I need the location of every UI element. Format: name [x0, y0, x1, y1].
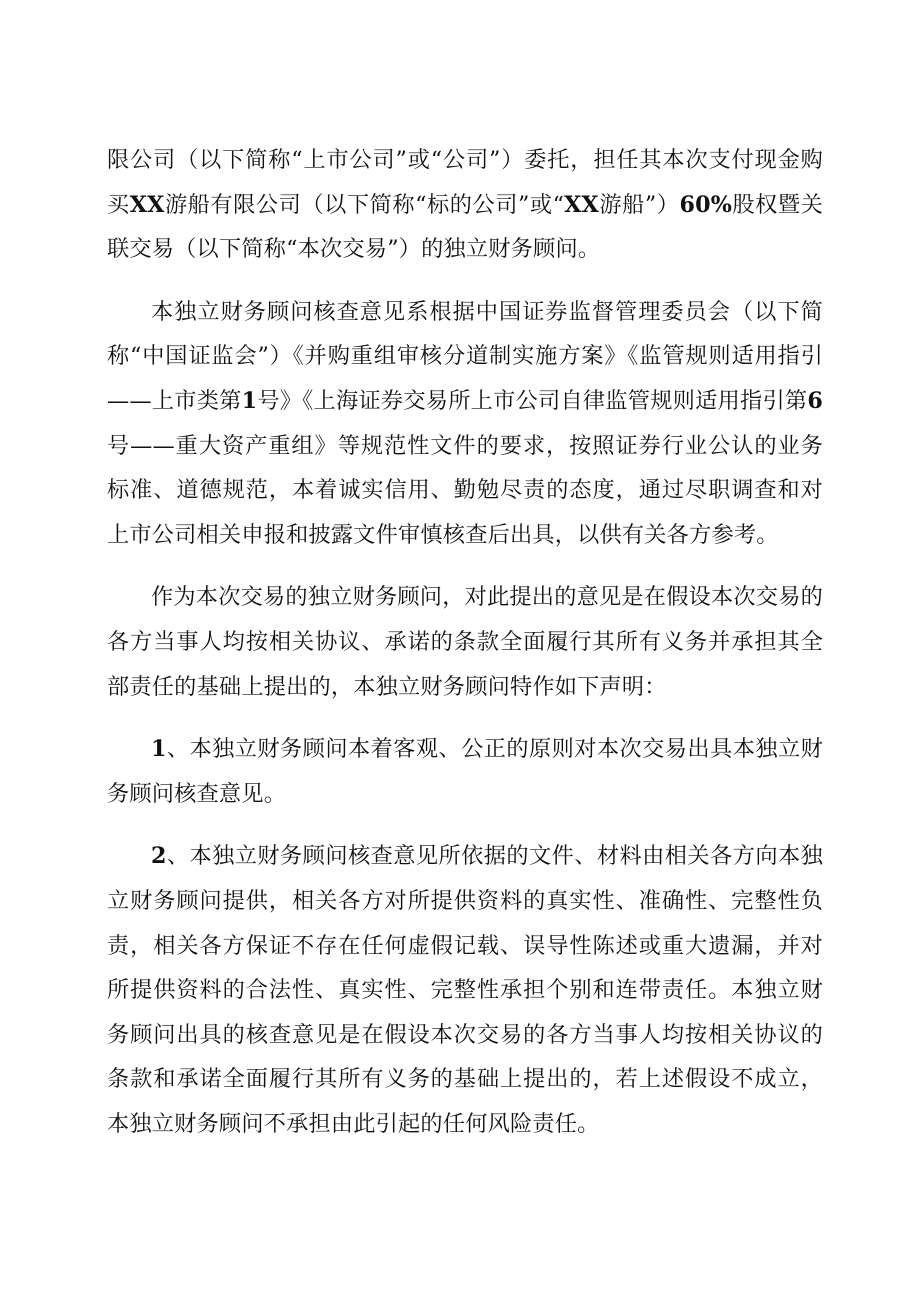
- text-span: 本独立财务顾问核查意见系根据中国证券监督管理委员会（以下简称“中国证监会”）《并购重组审核分道制实施方案》《监管规则适用指引——上市类第: [107, 298, 823, 414]
- paragraph-declaration-item-1: [107, 727, 823, 816]
- bold-text-span: XX: [129, 191, 165, 218]
- text-span: 游船有限公司（以下简称“标的公司”或“: [164, 191, 565, 218]
- bold-text-span: 6: [807, 387, 823, 414]
- item-number: 2: [151, 843, 167, 870]
- text-span: 号——重大资产重组》等规范性文件的要求，按照证券行业公认的业务标准、道德规范，本着诚实信用、勤勉尽责的态度，通过尽职调查和对上市公司相关申报和披露文件审慎核查后出具，以供有关各方参考。: [107, 432, 823, 548]
- paragraph-basis: [107, 290, 823, 558]
- paragraph-declaration-item-2: [107, 834, 823, 1146]
- text-span: 作为本次交易的独立财务顾问，对此提出的意见是在假设本次交易的各方当事人均按相关协议、承诺的条款全面履行其所有义务并承担其全部责任的基础上提出的，本独立财务顾问特作如下声明：: [107, 584, 823, 700]
- document-body: [107, 138, 823, 1146]
- item-number: 1: [151, 736, 167, 763]
- text-span: 股权暨关联交易（以下简称“本次交易”）的独立财务顾问。: [107, 191, 823, 263]
- text-span: 游船”）: [598, 191, 680, 218]
- text-span: 、本独立财务顾问核查意见所依据的文件、材料由相关各方向本独立财务顾问提供，相关各方对所提供资料的真实性、准确性、完整性负责，相关各方保证不存在任何虚假记载、误导性陈述或重大遗漏，并对所提供资料的合法性、真实性、完整性承担个别和连带责任。本独立财务顾问出具的核查意见是在假设本次交易的各方当事人均按相关协议的条款和承诺全面履行其所有义务的基础上提出的，若上述假设不成立，本独立财务顾问不承担由此引起的任何风险责任。: [107, 843, 823, 1137]
- text-span: 、本独立财务顾问本着客观、公正的原则对本次交易出具本独立财务顾问核查意见。: [107, 736, 823, 807]
- bold-text-span: XX: [564, 191, 599, 218]
- paragraph-engagement: [107, 138, 823, 272]
- bold-text-span: 1: [241, 387, 258, 414]
- paragraph-declaration-intro: [107, 575, 823, 709]
- text-span: 号》《上海证券交易所上市公司自律监管规则适用指引第: [257, 387, 808, 414]
- bold-text-span: 60%: [679, 191, 733, 218]
- text-span: 限公司（以下简称“上市公司”或“公司”）委托，担任其本次支付现金购买: [107, 147, 823, 218]
